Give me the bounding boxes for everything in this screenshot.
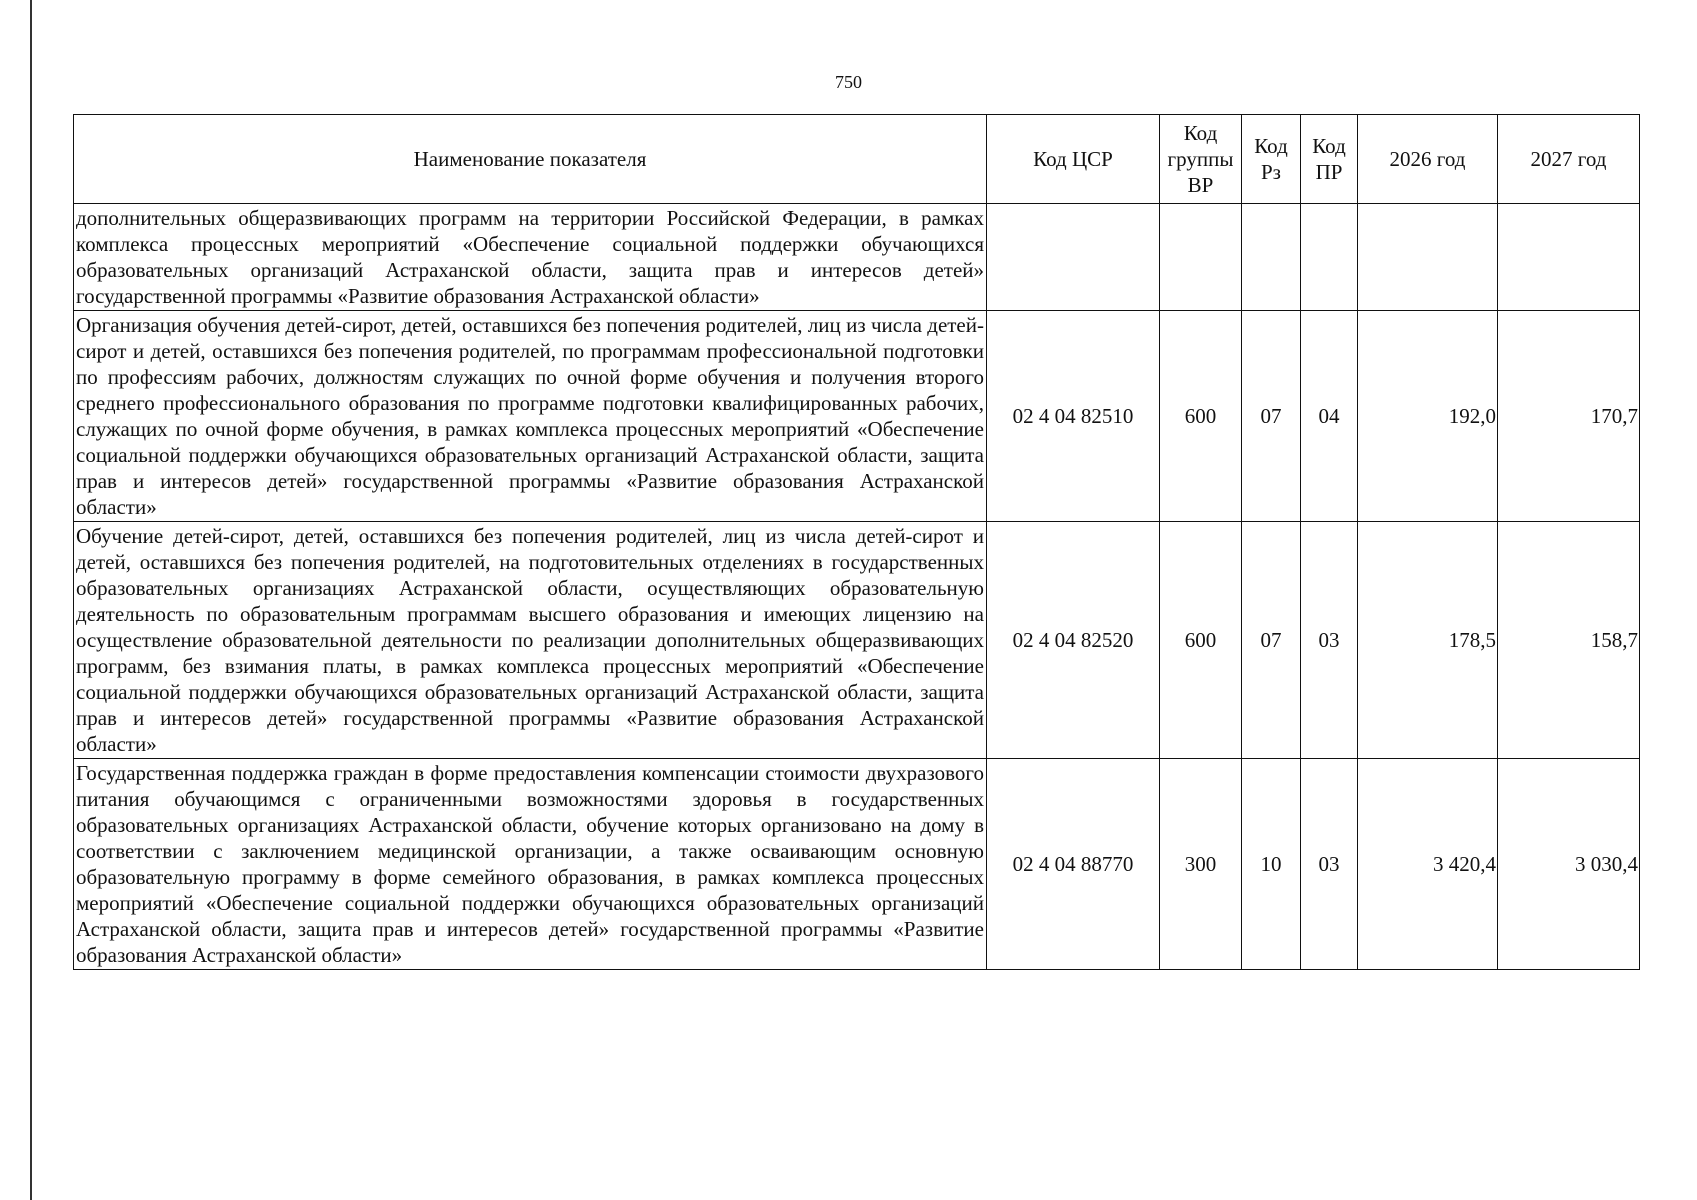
row-2026 (1358, 204, 1498, 311)
header-pr: Код ПР (1301, 115, 1358, 204)
row-vr: 300 (1160, 759, 1242, 970)
row-csr (987, 204, 1160, 311)
row-name: Организация обучения детей-сирот, детей, оставшихся без попечения родителей, лиц из числа детей-сирот и детей, оставшихся без попечения родителей, по программам профессиональной подготовки по профессиям рабочих, должностям служащих по очной форме обучения и получения второго среднего профессионального образования по программе подготовки квалифицированных рабочих, служащих по очной форме обучения, в рамках комплекса процессных мероприятий «Обеспечение социальной поддержки обучающихся образовательных организаций Астраханской области, защита прав и интересов детей» государственной программы «Развитие образования Астраханской области» (74, 311, 987, 522)
row-pr: 04 (1301, 311, 1358, 522)
row-csr: 02 4 04 82520 (987, 522, 1160, 759)
row-pr: 03 (1301, 522, 1358, 759)
row-pr: 03 (1301, 759, 1358, 970)
row-2027: 3 030,4 (1498, 759, 1640, 970)
table-row (74, 204, 1640, 311)
table-header-row (74, 115, 1640, 204)
row-2027: 170,7 (1498, 311, 1640, 522)
row-vr: 600 (1160, 311, 1242, 522)
header-name: Наименование показателя (74, 115, 987, 204)
row-2027 (1498, 204, 1640, 311)
header-rz: Код Рз (1242, 115, 1301, 204)
row-csr: 02 4 04 82510 (987, 311, 1160, 522)
row-name: дополнительных общеразвивающих программ на территории Российской Федерации, в рамках комплекса процессных мероприятий «Обеспечение социальной поддержки обучающихся образовательных организаций Астраханской области, защита прав и интересов детей» государственной программы «Развитие образования Астраханской области» (74, 204, 987, 311)
row-rz (1242, 204, 1301, 311)
row-rz: 07 (1242, 311, 1301, 522)
row-2027: 158,7 (1498, 522, 1640, 759)
row-2026: 178,5 (1358, 522, 1498, 759)
page-number: 750 (835, 72, 862, 92)
header-2027: 2027 год (1498, 115, 1640, 204)
row-pr (1301, 204, 1358, 311)
row-csr: 02 4 04 88770 (987, 759, 1160, 970)
header-2026: 2026 год (1358, 115, 1498, 204)
row-name: Государственная поддержка граждан в форме предоставления компенсации стоимости двухразового питания обучающимся с ограниченными возможностями здоровья в государственных образовательных организациях Астраханской области, обучение которых организовано на дому в соответствии с заключением медицинской организации, а также осваивающим основную образовательную программу в форме семейного образования, в рамках комплекса процессных мероприятий «Обеспечение социальной поддержки обучающихся образовательных организаций Астраханской области, защита прав и интересов детей» государственной программы «Развитие образования Астраханской области» (74, 759, 987, 970)
row-rz: 10 (1242, 759, 1301, 970)
row-vr: 600 (1160, 522, 1242, 759)
row-name: Обучение детей-сирот, детей, оставшихся без попечения родителей, лиц из числа детей-сирот и детей, оставшихся без попечения родителей, на подготовительных отделениях в государственных образовательных организациях Астраханской области, осуществляющих образовательную деятельность по образовательным программам высшего образования и имеющих лицензию на осуществление образовательной деятельности по реализации дополнительных общеразвивающих программ, без взимания платы, в рамках комплекса процессных мероприятий «Обеспечение социальной поддержки обучающихся образовательных организаций Астраханской области, защита прав и интересов детей» государственной программы «Развитие образования Астраханской области» (74, 522, 987, 759)
row-rz: 07 (1242, 522, 1301, 759)
header-csr: Код ЦСР (987, 115, 1160, 204)
table-row (74, 311, 1640, 522)
row-vr (1160, 204, 1242, 311)
header-vr: Код группы ВР (1160, 115, 1242, 204)
page-margin-line (30, 0, 32, 1200)
table-row (74, 759, 1640, 970)
budget-table (73, 114, 1640, 970)
row-2026: 192,0 (1358, 311, 1498, 522)
row-2026: 3 420,4 (1358, 759, 1498, 970)
table-row (74, 522, 1640, 759)
